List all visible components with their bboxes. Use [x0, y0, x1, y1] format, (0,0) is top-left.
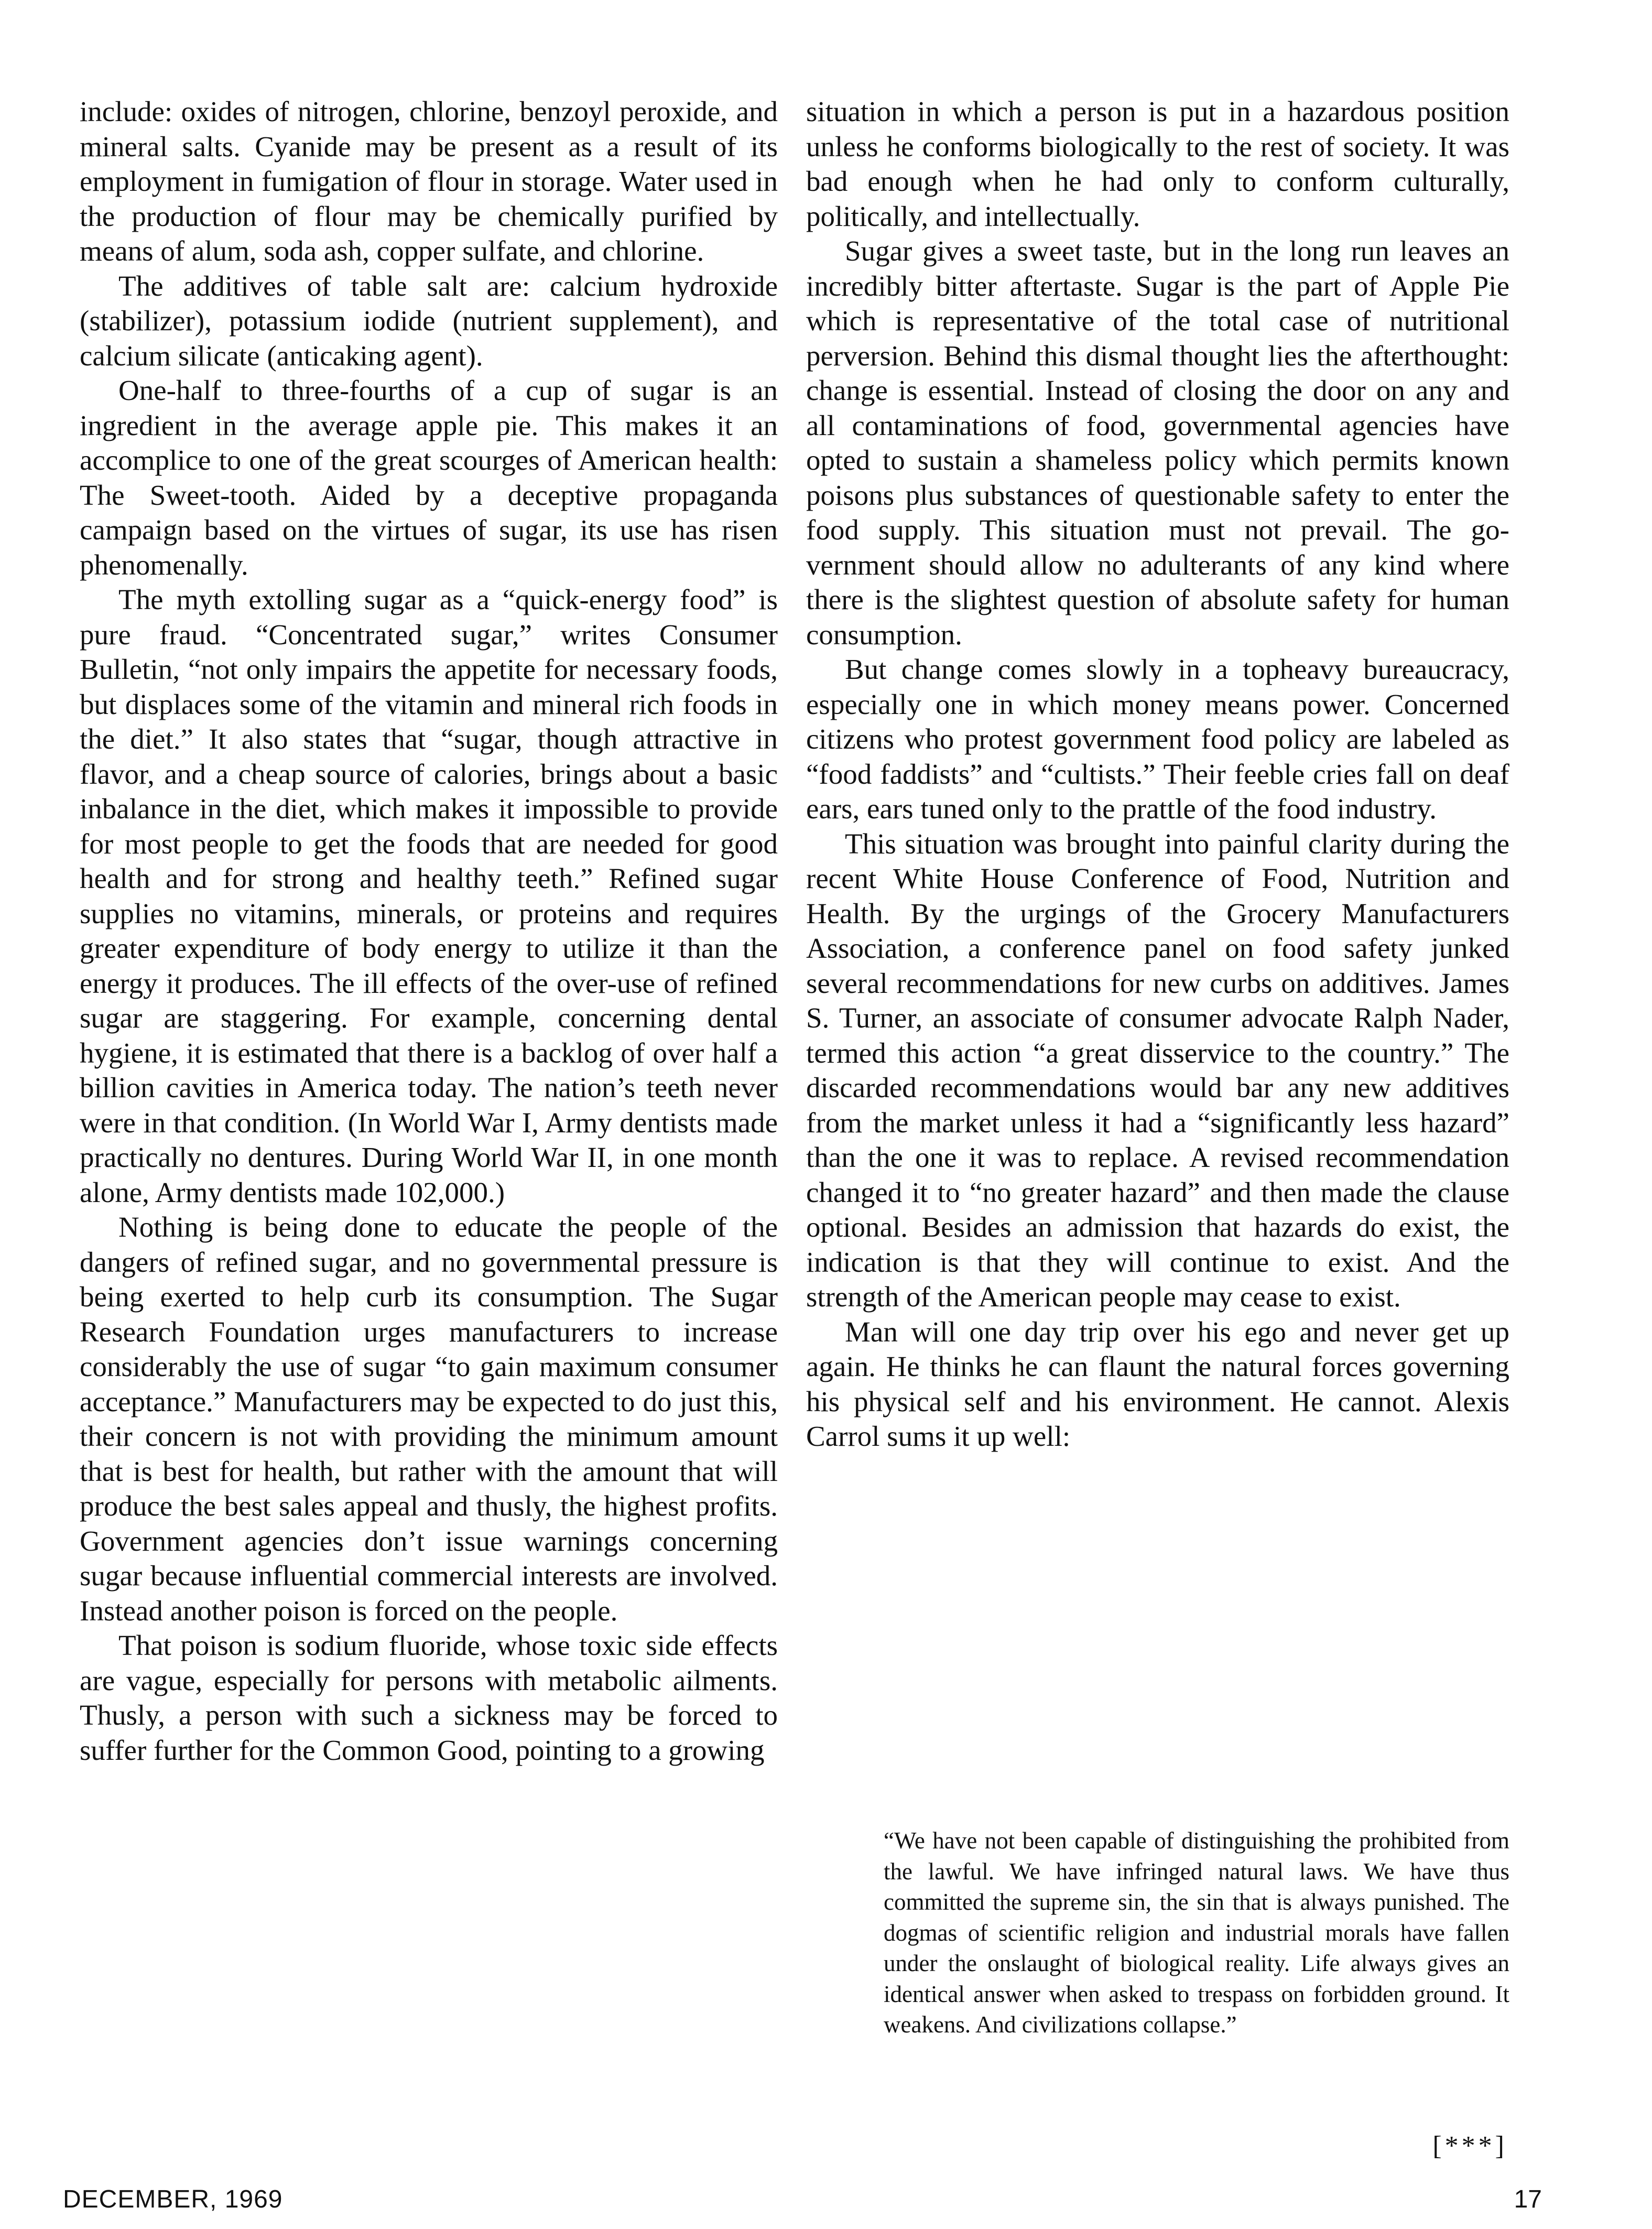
issue-date: DECEMBER, 1969	[63, 2185, 283, 2213]
paragraph: Nothing is being done to educate the people of the dangers of refined sugar, and no governmental pressure is being exerted to help curb its consumption. The Sugar Research Foundation urges manufacturers to increase considerably the use of sugar “to gain maximum consumer acceptance.” Manufacturers may be expected to do just this, their concern is not with providing the minimum amount that is best for health, but rather with the amount that will produce the best sales appeal and thusly, the highest profits. Government agencies don’t issue warnings concerning sugar because influential commercial interests are involved. Instead another poison is forced on the people.	[80, 1211, 778, 1627]
paragraph: One-half to three-fourths of a cup of sugar is an ingredient in the average apple pie. This makes it an accomplice to one of the great scourges of American health: The Sweet-tooth. Aided by a deceptive propaganda campaign based on the virtues of sugar, its use has risen phenomenally.	[80, 374, 778, 581]
end-mark: [***]	[1432, 2131, 1507, 2161]
paragraph: But change comes slowly in a topheavy bureaucracy, especially one in which money means power. Concerned citizens who protest government food policy are labeled as “food faddists” and “cultists.” Their feeble cries fall on deaf ears, ears tuned only to the prattle of the food industry.	[806, 653, 1509, 825]
paragraph: That poison is sodium fluoride, whose toxic side effects are vague, especially for persons with metabolic ailments. Thusly, a person with such a sickness may be forced to suffer further for the Common Good, pointing to a growing	[80, 1629, 778, 1766]
page-number: 17	[1514, 2185, 1542, 2213]
paragraph: Sugar gives a sweet taste, but in the long run leaves an incredibly bitter aftertaste. Sugar is the part of Apple Pie which is representative of the total case of nutritional perversion. Behind this dismal thought lies the afterthought: change is essential. Instead of closing the door on any and all contaminations of food, governmental agencies have opted to sustain a shameless policy which permits known poisons plus substances of questionable safety to enter the food supply. This situation must not prevail. The government should allow no adulterants of any kind where there is the slightest question of absolute safety for human consumption.	[806, 235, 1509, 651]
left-column	[80, 94, 778, 1768]
right-column	[806, 94, 1509, 1454]
paragraph: The myth extolling sugar as a “quick-energy food” is pure fraud. “Concentrated sugar,” writes Consumer Bulletin, “not only impairs the appetite for necessary foods, but displaces some of the vitamin and mineral rich foods in the diet.” It also states that “sugar, though attractive in flavor, and a cheap source of calories, brings about a basic inbalance in the diet, which makes it impossible to provide for most people to get the foods that are needed for good health and for strong and healthy teeth.” Refined sugar supplies no vitamins, minerals, or proteins and requires greater expenditure of body energy to utilize it than the energy it produces. The ill effects of the over-use of refined sugar are staggering. For example, concerning dental hygiene, it is estimated that there is a backlog of over half a billion cavities in America today. The nation’s teeth never were in that condition. (In World War I, Army dentists made practically no dentures. During World War II, in one month alone, Army dentists made 102,000.)	[80, 583, 778, 1208]
paragraph: This situation was brought into painful clarity during the recent White House Conference of Food, Nutrition and Health. By the urgings of the Grocery Manufacturers Association, a conference panel on food safety junked several recommendations for new curbs on additives. James S. Turner, an associate of consumer advocate Ralph Nader, termed this action “a great disservice to the country.” The discarded recommendations would bar any new additives from the market unless it had a “significantly less hazard” than the one it was to replace. A revised recommendation changed it to “no greater hazard” and then made the clause optional. Besides an admission that hazards do exist, the indication is that they will continue to exist. And the strength of the American people may cease to exist.	[806, 827, 1509, 1313]
paragraph: Man will one day trip over his ego and never get up again. He thinks he can flaunt the natural forces governing his physical self and his environment. He cannot. Alexis Carrol sums it up well:	[806, 1315, 1509, 1452]
paragraph: situation in which a person is put in a hazardous position unless he conforms biologically to the rest of society. It was bad enough when he had only to conform culturally, politically, and intellectually.	[806, 95, 1509, 232]
paragraph: The additives of table salt are: calcium hydroxide (stabilizer), potassium iodide (nutrient supplement), and calcium silicate (anticaking agent).	[80, 269, 778, 372]
paragraph: include: oxides of nitrogen, chlorine, benzoyl peroxide, and mineral salts. Cyanide may be present as a result of its employment in fumigation of flour in storage. Water used in the production of flour may be chemically purified by means of alum, soda ash, copper sulfate, and chlorine.	[80, 95, 778, 267]
block-quote: “We have not been capable of distinguishing the prohibited from the lawful. We have infringed natural laws. We have thus committed the supreme sin, the sin that is always punished. The dogmas of scientific religion and industrial morals have fallen under the onslaught of biological reality. Life always gives an identical answer when asked to trespass on forbidden ground. It weakens. And civilizations collapse.”	[884, 1827, 1509, 2038]
